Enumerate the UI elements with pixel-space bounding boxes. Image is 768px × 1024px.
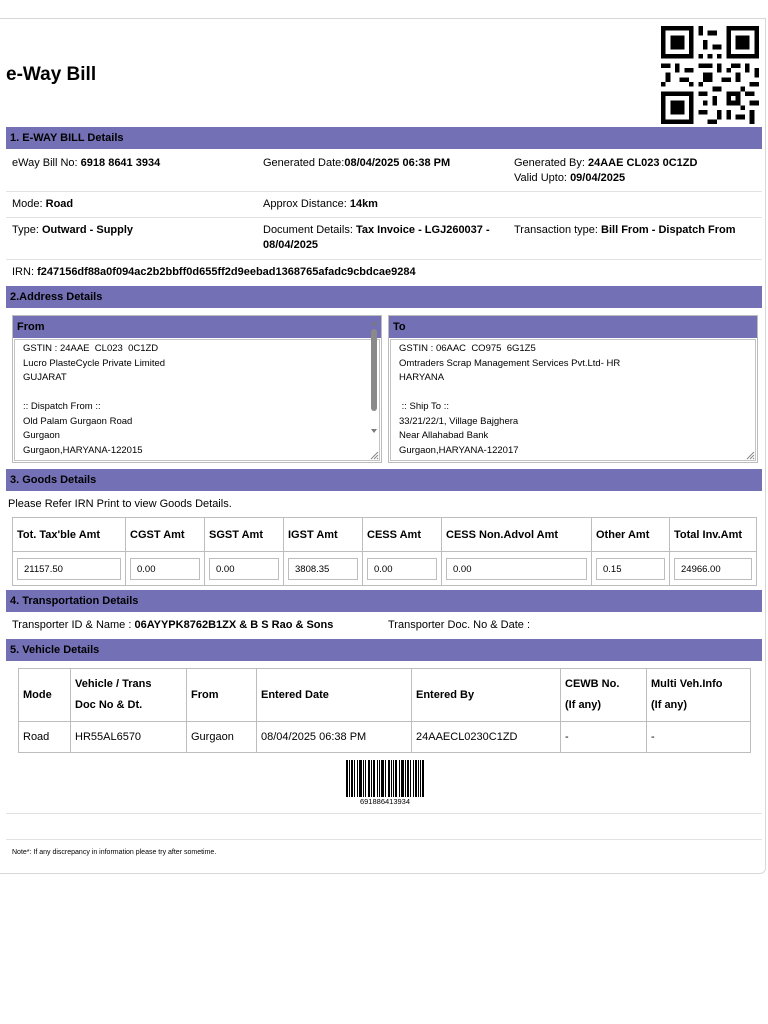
approx-distance: Approx Distance: 14km — [263, 198, 378, 210]
other-amt-field[interactable]: 0.15 — [596, 558, 665, 580]
to-title: To — [389, 316, 757, 338]
barcode-number: 691886413934 — [359, 797, 411, 806]
header-vehicle-doc: Vehicle / Trans Doc No & Dt. — [71, 669, 187, 722]
divider — [6, 191, 762, 192]
header-cewb-no: CEWB No. (If any) — [561, 669, 647, 722]
cell-total-inv-amt — [670, 552, 757, 586]
footnote: Note*: If any discrepancy in information please try after sometime. — [12, 849, 217, 856]
header-igst-amt: IGST Amt — [284, 518, 363, 552]
cell-from: Gurgaon — [187, 722, 257, 753]
divider — [6, 839, 762, 840]
sgst-amt-field[interactable]: 0.00 — [209, 558, 279, 580]
transporter-id-name: Transporter ID & Name : 06AYYPK8762B1ZX & B S Rao & Sons — [12, 619, 334, 631]
bill-type: Type: Outward - Supply — [12, 224, 134, 236]
cgst-amt-field[interactable]: 0.00 — [130, 558, 200, 580]
header-entered-date: Entered Date — [257, 669, 412, 722]
to-address-box — [388, 315, 758, 463]
header-sgst-amt: SGST Amt — [205, 518, 284, 552]
total-inv-amt-field[interactable]: 24966.00 — [674, 558, 752, 580]
section-header-transportation: 4. Transportation Details — [6, 590, 762, 612]
resize-grip-icon[interactable] — [745, 450, 755, 460]
document-date: 08/04/2025 — [263, 239, 319, 251]
cell-taxable-amt — [13, 552, 126, 586]
from-address-textarea[interactable]: GSTIN : 24AAE CL023 0C1ZD Lucro PlasteCycle Private Limited GUJARAT :: Dispatch From :: Old Palam Gurgaon Road Gurgaon Gurgaon,HARYANA-122015 — [14, 339, 380, 461]
cess-non-advol-amt-field[interactable]: 0.00 — [446, 558, 587, 580]
qr-code — [658, 26, 762, 124]
mode: Mode: Road — [12, 198, 74, 210]
cell-vehicle-no: HR55AL6570 — [71, 722, 187, 753]
goods-amount-table — [12, 517, 757, 586]
header-multi-veh-info: Multi Veh.Info (If any) — [647, 669, 751, 722]
header-other-amt: Other Amt — [592, 518, 670, 552]
header-entered-by: Entered By — [412, 669, 561, 722]
cell-igst-amt — [284, 552, 363, 586]
cell-cgst-amt — [126, 552, 205, 586]
barcode — [346, 760, 424, 797]
document-details: Document Details: Tax Invoice - LGJ260037 - — [263, 224, 490, 236]
cell-entered-by: 24AAECL0230C1ZD — [412, 722, 561, 753]
generated-by: Generated By: 24AAE CL023 0C1ZD — [514, 157, 698, 169]
resize-grip-icon[interactable] — [369, 450, 379, 460]
taxable-amt-field[interactable]: 21157.50 — [17, 558, 121, 580]
table-row — [19, 722, 751, 753]
transaction-type: Transaction type: Bill From - Dispatch From — [514, 224, 736, 236]
cell-cess-amt — [363, 552, 442, 586]
vehicle-table — [18, 668, 751, 753]
cell-mode: Road — [19, 722, 71, 753]
eway-bill-no: eWay Bill No: 6918 8641 3934 — [12, 157, 161, 169]
cell-multi-veh-info: - — [647, 722, 751, 753]
cell-other-amt — [592, 552, 670, 586]
header-mode: Mode — [19, 669, 71, 722]
header-from: From — [187, 669, 257, 722]
section-header-eway-details: 1. E-WAY BILL Details — [6, 127, 762, 149]
cess-amt-field[interactable]: 0.00 — [367, 558, 437, 580]
section-header-address: 2.Address Details — [6, 286, 762, 308]
valid-upto: Valid Upto: 09/04/2025 — [514, 172, 626, 184]
header-taxable-amt: Tot. Tax'ble Amt — [13, 518, 126, 552]
divider — [6, 217, 762, 218]
from-scrollbar[interactable] — [370, 319, 378, 437]
cell-entered-date: 08/04/2025 06:38 PM — [257, 722, 412, 753]
header-cgst-amt: CGST Amt — [126, 518, 205, 552]
page-title: e-Way Bill — [6, 64, 97, 85]
goods-note: Please Refer IRN Print to view Goods Details. — [8, 498, 232, 510]
header-cess-non-advol-amt: CESS Non.Advol Amt — [442, 518, 592, 552]
cell-cess-non-advol-amt — [442, 552, 592, 586]
divider — [6, 813, 762, 814]
section-header-vehicle: 5. Vehicle Details — [6, 639, 762, 661]
section-header-goods: 3. Goods Details — [6, 469, 762, 491]
from-title: From — [13, 316, 381, 338]
header-cess-amt: CESS Amt — [363, 518, 442, 552]
cell-cewb-no: - — [561, 722, 647, 753]
transporter-doc: Transporter Doc. No & Date : — [388, 619, 531, 631]
irn: IRN: f247156df88a0f094ac2b2bbff0d655ff2d9eebad1368765afadc9cbdcae9284 — [12, 266, 416, 278]
generated-date: Generated Date:08/04/2025 06:38 PM — [263, 157, 451, 169]
igst-amt-field[interactable]: 3808.35 — [288, 558, 358, 580]
divider — [6, 259, 762, 260]
cell-sgst-amt — [205, 552, 284, 586]
from-address-box — [12, 315, 382, 463]
header-total-inv-amt: Total Inv.Amt — [670, 518, 757, 552]
to-address-textarea[interactable]: GSTIN : 06AAC CO975 6G1Z5 Omtraders Scrap Management Services Pvt.Ltd- HR HARYANA :: Ship To :: 33/21/22/1, Village Bajghera Near Allahabad Bank Gurgaon,HARYANA-122017 — [390, 339, 756, 461]
